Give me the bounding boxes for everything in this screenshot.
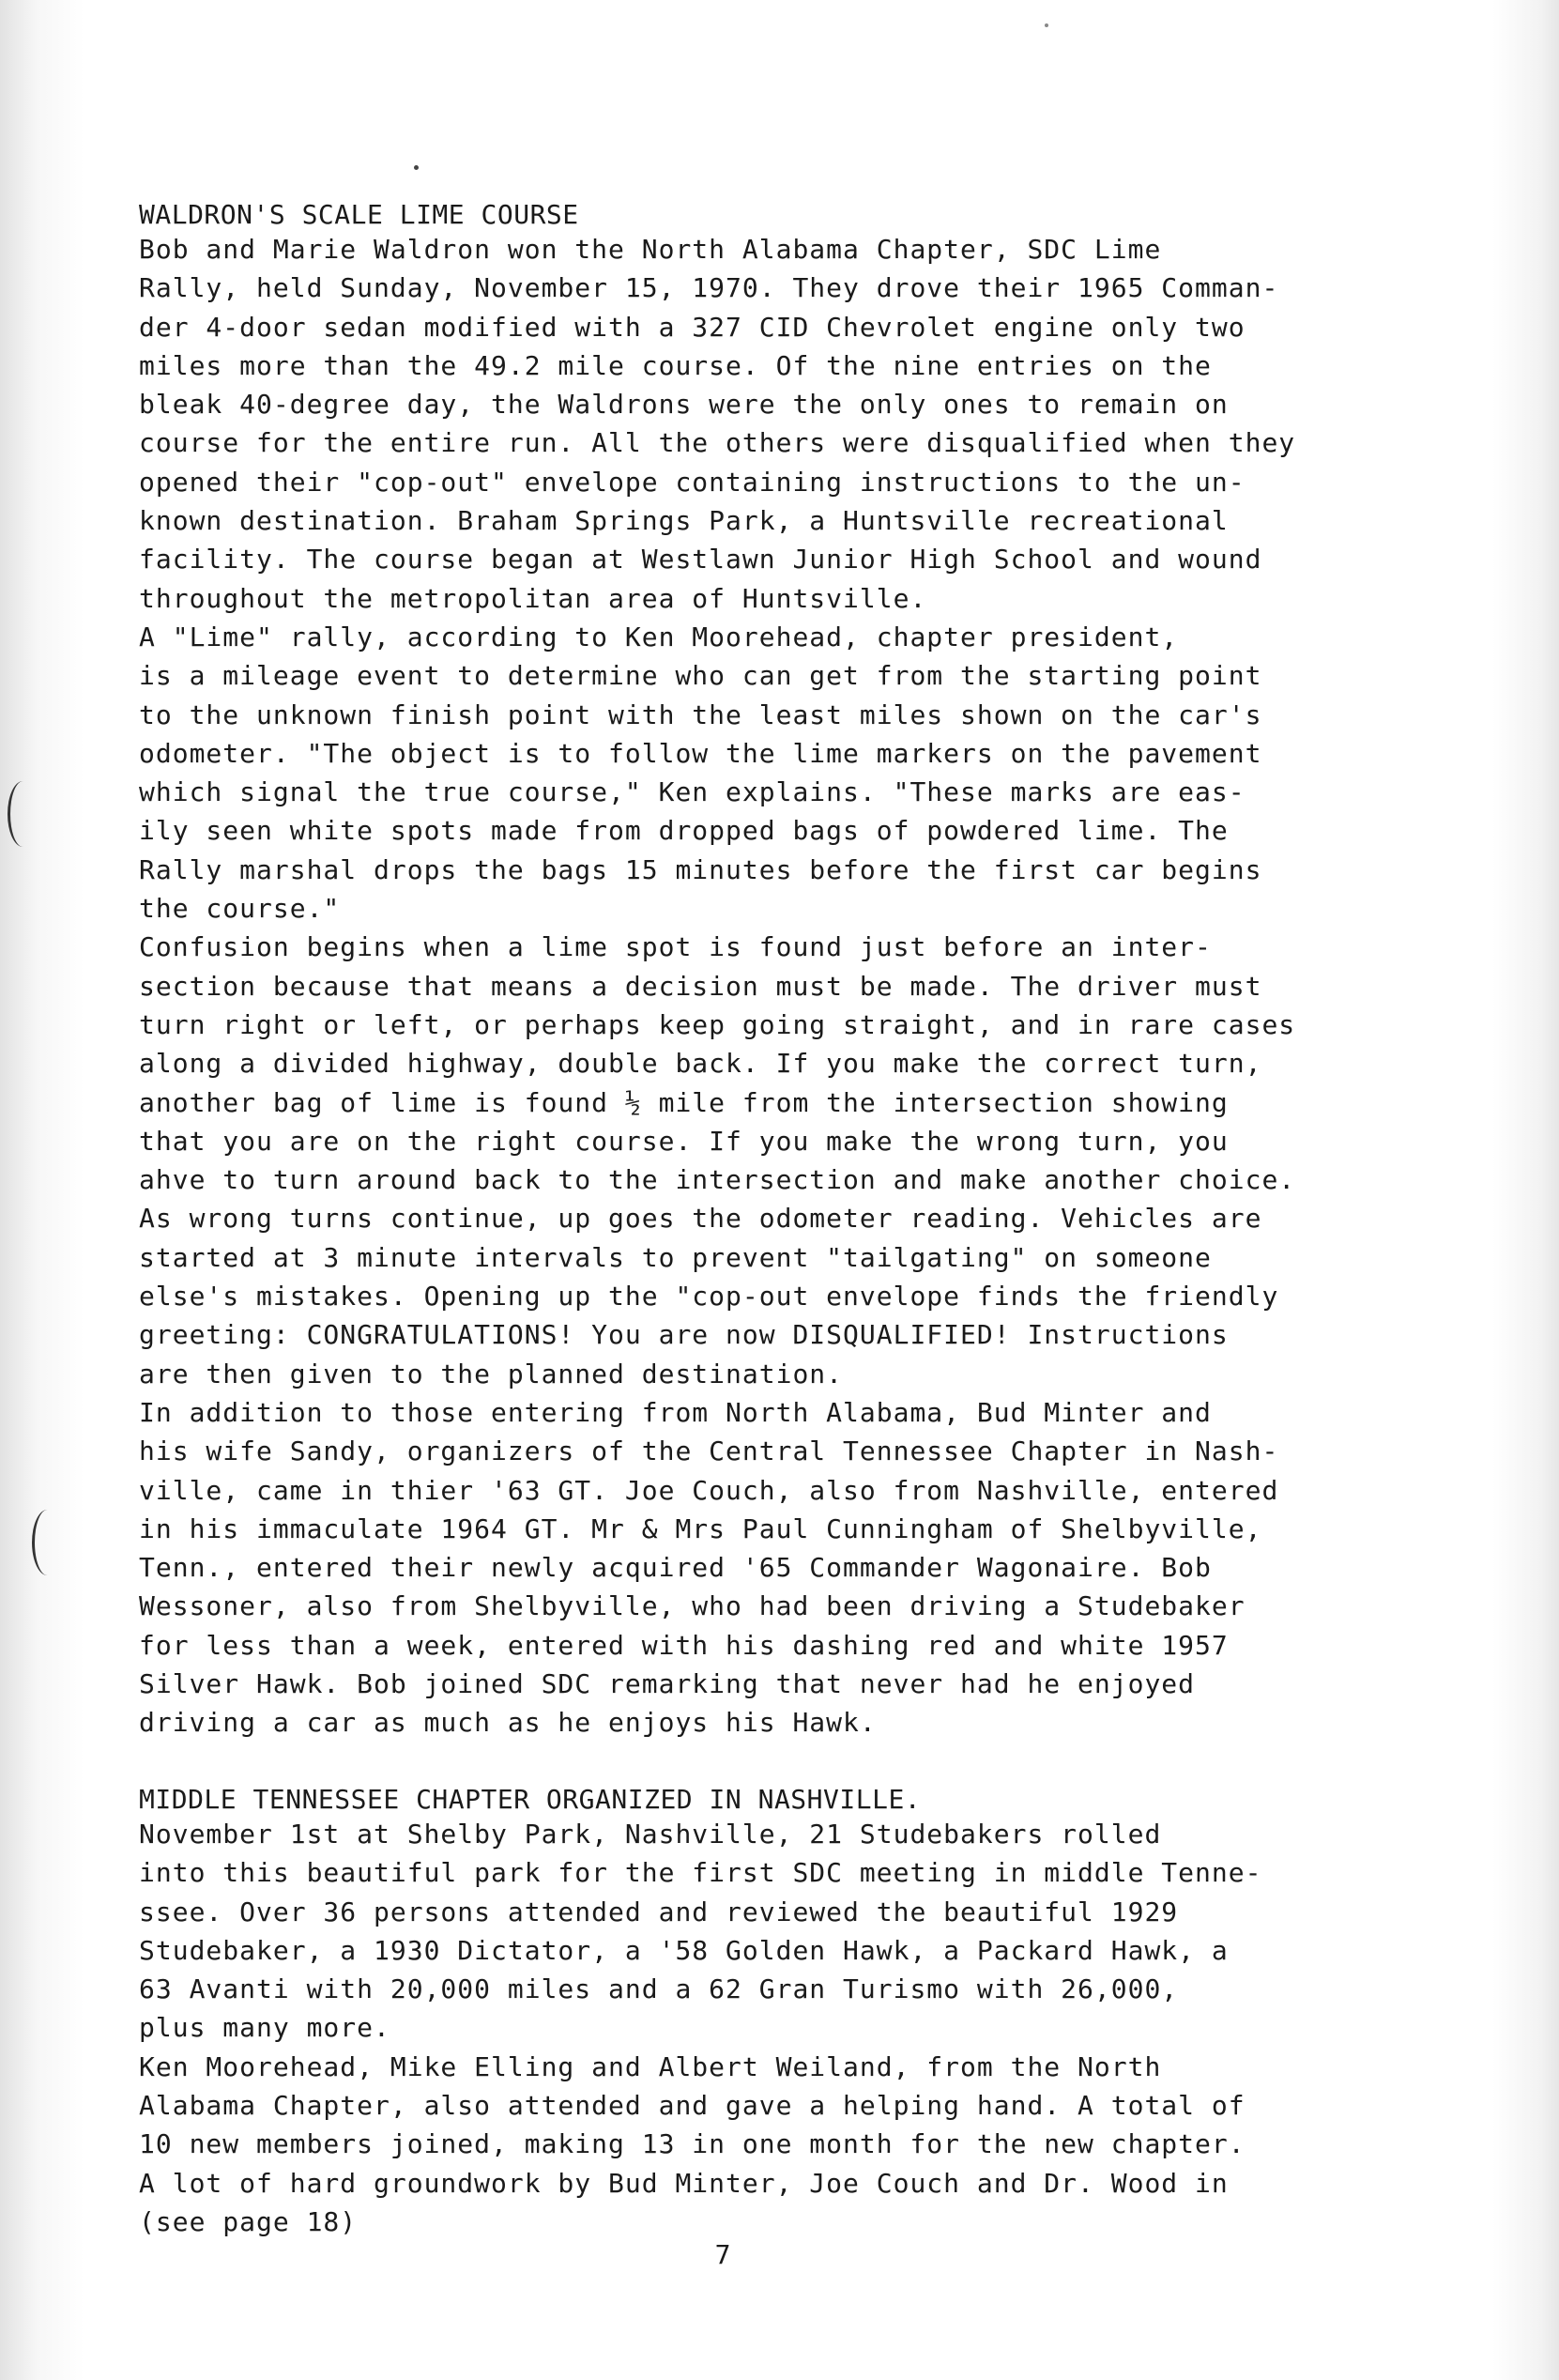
article-paragraph: November 1st at Shelby Park, Nashville, 21 Studebakers rolled into this beautiful park for the first SDC meeting in middle Tenne- ssee. Over 36 persons attended and reviewed the beautiful 1929 Studebaker, a 1930 Dictator, a '58 Golden Hawk, a Packard Hawk, a 63 Avanti with 20,000 miles and a 62 Gran Turismo with 26,000, plus many more.	[139, 1819, 1262, 2044]
article-waldron-lime-course	[139, 199, 1500, 1743]
article-paragraph: Ken Moorehead, Mike Elling and Albert Weiland, from the North Alabama Chapter, also attended and gave a helping hand. A total of 10 new members joined, making 13 in one month for the new chapter. A lot of hard groundwork by Bud Minter, Joe Couch and Dr. Wood in (see page 18)	[139, 2050, 1246, 2237]
article-middle-tennessee-chapter	[139, 1784, 1500, 2241]
article-paragraph: Confusion begins when a lime spot is found just before an inter- section because that means a decision must be made. The driver must turn right or left, or perhaps keep going straight, and in rare cases along a divided highway, double back. If you make the correct turn, another bag of lime is found ½ mile from the intersection showing that you are on the right course. If you make the wrong turn, you ahve to turn around back to the intersection and make another choice. As wrong turns continue, up goes the odometer reading. Vehicles are started at 3 minute intervals to prevent "tailgating" on someone else's mistakes. Opening up the "cop-out envelope finds the friendly greeting: CONGRATULATIONS! You are now DISQUALIFIED! Instructions are then given to the planned destination.	[139, 931, 1296, 1390]
article-heading: WALDRON'S SCALE LIME COURSE	[139, 199, 579, 230]
article-paragraph: A "Lime" rally, according to Ken Moorehead, chapter president, is a mileage event to determine who can get from the starting point to the unknown finish point with the least miles shown on the car's odometer. "The object is to follow the lime markers on the pavement which signal the true course," Ken explains. "These marks are eas- ily seen white spots made from dropped bags of powdered lime. The Rally marshal drops the bags 15 minutes before the first car begins the course."	[139, 621, 1262, 925]
article-paragraph: Bob and Marie Waldron won the North Alabama Chapter, SDC Lime Rally, held Sunday, November 15, 1970. They drove their 1965 Comman- der 4-door sedan modified with a 327 CID Chevrolet engine only two miles more than the 49.2 mile course. Of the nine entries on the bleak 40-degree day, the Waldrons were the only ones to remain on course for the entire run. All the others were disqualified when they opened their "cop-out" envelope containing instructions to the un- known destination. Braham Springs Park, a Huntsville recreational facility. The course began at Westlawn Junior High School and wound throughout the metropolitan area of Huntsville.	[139, 234, 1296, 614]
article-heading: MIDDLE TENNESSEE CHAPTER ORGANIZED IN NASHVILLE.	[139, 1784, 922, 1815]
binder-hole-mark	[32, 1510, 63, 1575]
binder-hole-mark	[8, 781, 38, 847]
article-paragraph: In addition to those entering from North Alabama, Bud Minter and his wife Sandy, organizers of the Central Tennessee Chapter in Nash- ville, came in thier '63 GT. Joe Couch, also from Nashville, entered in his immaculate 1964 GT. Mr & Mrs Paul Cunningham of Shelbyville, Tenn., entered their newly acquired '65 Commander Wagonaire. Bob Wessoner, also from Shelbyville, who had been driving a Studebaker for less than a week, entered with his dashing red and white 1957 Silver Hawk. Bob joined SDC remarking that never had he enjoyed driving a car as much as he enjoys his Hawk.	[139, 1396, 1279, 1739]
page-number: 7	[714, 2239, 731, 2270]
ink-speck	[1045, 23, 1048, 27]
ink-speck	[414, 165, 419, 170]
